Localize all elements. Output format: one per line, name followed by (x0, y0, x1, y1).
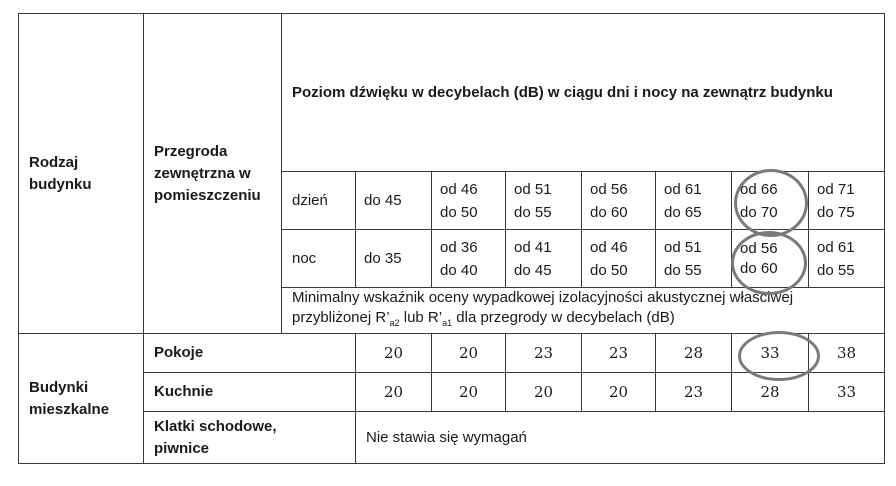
value-cell: 33 (732, 334, 809, 373)
range-line: od 71 (817, 180, 855, 198)
no-requirements-cell: Nie stawia się wymagań (356, 412, 885, 464)
range-line: do 50 (590, 261, 628, 279)
partition-header: Przegroda zewnętrzna w pomieszczeniu (144, 14, 282, 334)
range-line: do 50 (440, 203, 478, 221)
day-range-7 (809, 172, 885, 230)
value-cell: 28 (732, 373, 809, 412)
day-range-2 (432, 172, 506, 230)
value-cell: 23 (656, 373, 732, 412)
note-line-1: Minimalny wskaźnik oceny wypadkowej izolacyjności akustycznej właściwej (292, 289, 794, 306)
range-line: do 75 (817, 203, 855, 221)
range-line: do 45 (514, 261, 552, 279)
night-range-5 (656, 230, 732, 288)
value-cell: 23 (506, 334, 582, 373)
value-cell: 20 (356, 334, 432, 373)
value-cell: 28 (656, 334, 732, 373)
range-line: od 61 (817, 238, 855, 256)
range-line: od 56 (740, 239, 778, 257)
value-cell: 20 (506, 373, 582, 412)
subscript-a1: a1 (442, 318, 453, 328)
night-range-1 (356, 230, 432, 288)
note-line-2-suffix: dla przegrody w decybelach (dB) (452, 309, 675, 326)
day-range-6 (732, 172, 809, 230)
range-line: od 56 (590, 180, 628, 198)
range-line: do 70 (740, 203, 778, 221)
day-range-5 (656, 172, 732, 230)
table-row (19, 412, 885, 464)
night-range-7 (809, 230, 885, 288)
note-line-2-mid: lub R’ (399, 309, 443, 326)
range-line: od 41 (514, 238, 552, 256)
requirements-table-container (18, 13, 884, 468)
night-range-6 (732, 230, 809, 288)
range-line: do 55 (664, 261, 702, 279)
range-line: od 51 (514, 180, 552, 198)
building-type-header: Rodzaj budynku (19, 14, 144, 334)
range-line: od 46 (440, 180, 478, 198)
row-label-kitchens: Kuchnie (144, 373, 356, 412)
day-range-3 (506, 172, 582, 230)
range-line: do 60 (590, 203, 628, 221)
table-row (19, 334, 885, 373)
range-line: do 45 (364, 192, 402, 209)
subscript-a2: a2 (389, 318, 400, 328)
value-cell: 20 (432, 334, 506, 373)
value-cell: 23 (582, 334, 656, 373)
day-range-4 (582, 172, 656, 230)
range-line: od 66 (740, 180, 778, 198)
sound-level-header: Poziom dźwięku w decybelach (dB) w ciągu dni i nocy na zewnątrz budynku (282, 14, 885, 172)
row-label-rooms: Pokoje (144, 334, 356, 373)
day-label: dzień (282, 172, 356, 230)
night-label: noc (282, 230, 356, 288)
day-range-1 (356, 172, 432, 230)
night-range-3 (506, 230, 582, 288)
range-line: od 51 (664, 238, 702, 256)
range-line: do 55 (817, 261, 855, 279)
residential-label: Budynki mieszkalne (19, 334, 144, 464)
range-line: do 35 (364, 250, 402, 267)
range-line: do 60 (740, 259, 778, 277)
range-line: od 36 (440, 238, 478, 256)
range-line: do 65 (664, 203, 702, 221)
range-line: od 61 (664, 180, 702, 198)
range-line: do 55 (514, 203, 552, 221)
night-range-4 (582, 230, 656, 288)
night-range-2 (432, 230, 506, 288)
value-cell: 33 (809, 373, 885, 412)
row-label-stairwells: Klatki schodowe, piwnice (144, 412, 356, 464)
table-row (19, 373, 885, 412)
acoustic-requirements-table (18, 13, 885, 464)
range-line: od 46 (590, 238, 628, 256)
value-cell: 20 (356, 373, 432, 412)
note-line-2-prefix: przybliżonej R’ (292, 309, 390, 326)
value-cell: 38 (809, 334, 885, 373)
value-cell: 20 (432, 373, 506, 412)
value-cell: 20 (582, 373, 656, 412)
minimum-index-note (282, 288, 885, 334)
range-line: do 40 (440, 261, 478, 279)
